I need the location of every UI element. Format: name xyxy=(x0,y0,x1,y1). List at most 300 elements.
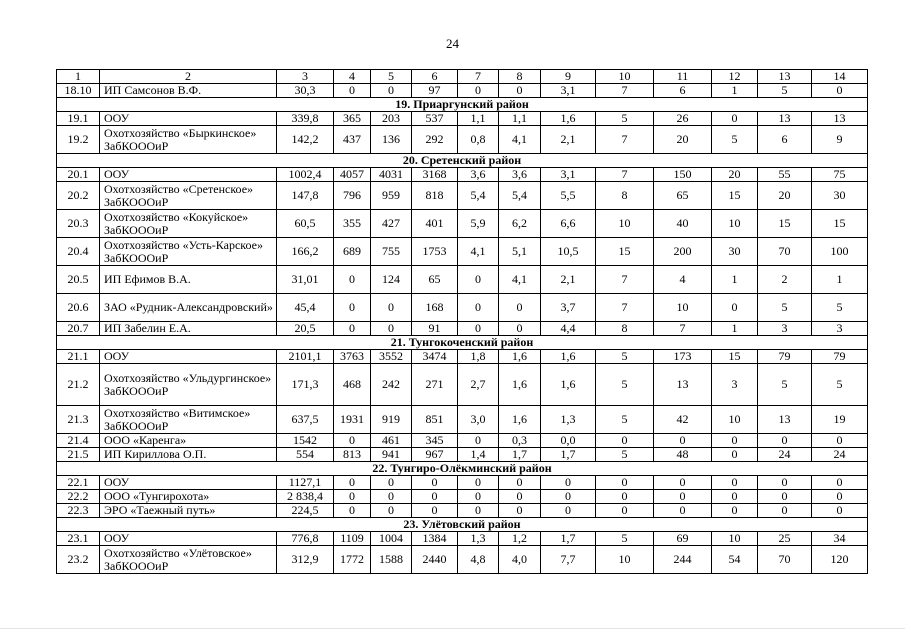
row-number-cell: 20.5 xyxy=(57,266,100,294)
value-cell: 242 xyxy=(371,364,412,406)
value-cell: 0 xyxy=(712,294,758,322)
row-number-cell: 22.3 xyxy=(57,504,100,518)
value-cell: 1,1 xyxy=(458,112,499,126)
value-cell: 339,8 xyxy=(277,112,334,126)
value-cell: 0 xyxy=(458,504,499,518)
value-cell: 8 xyxy=(596,322,654,336)
value-cell: 0 xyxy=(412,504,458,518)
value-cell: 292 xyxy=(412,126,458,154)
value-cell: 468 xyxy=(334,364,371,406)
value-cell: 4 xyxy=(654,266,712,294)
value-cell: 24 xyxy=(812,448,868,462)
value-cell: 10 xyxy=(596,210,654,238)
value-cell: 1,1 xyxy=(499,112,541,126)
value-cell: 5 xyxy=(812,294,868,322)
value-cell: 224,5 xyxy=(277,504,334,518)
value-cell: 0 xyxy=(371,476,412,490)
value-cell: 1,6 xyxy=(499,406,541,434)
value-cell: 2 838,4 xyxy=(277,490,334,504)
value-cell: 10 xyxy=(712,532,758,546)
value-cell: 365 xyxy=(334,112,371,126)
table-row xyxy=(57,434,868,448)
value-cell: 0 xyxy=(758,476,812,490)
value-cell: 9 xyxy=(812,126,868,154)
value-cell: 271 xyxy=(412,364,458,406)
value-cell: 1004 xyxy=(371,532,412,546)
value-cell: 0 xyxy=(371,490,412,504)
value-cell: 1,4 xyxy=(458,448,499,462)
hunting-grounds-table xyxy=(56,69,868,574)
holder-name-cell: ИП Ефимов В.А. xyxy=(100,266,277,294)
header-cell: 1 xyxy=(57,70,100,84)
row-number-cell: 21.1 xyxy=(57,350,100,364)
value-cell: 142,2 xyxy=(277,126,334,154)
value-cell: 0 xyxy=(812,504,868,518)
value-cell: 0 xyxy=(654,476,712,490)
value-cell: 25 xyxy=(758,532,812,546)
value-cell: 200 xyxy=(654,238,712,266)
value-cell: 0 xyxy=(334,504,371,518)
value-cell: 0 xyxy=(371,84,412,98)
value-cell: 6 xyxy=(654,84,712,98)
value-cell: 97 xyxy=(412,84,458,98)
value-cell: 4,1 xyxy=(458,238,499,266)
value-cell: 0 xyxy=(499,294,541,322)
holder-name-cell: ООУ xyxy=(100,112,277,126)
value-cell: 941 xyxy=(371,448,412,462)
holder-name-cell: ООУ xyxy=(100,168,277,182)
value-cell: 30 xyxy=(712,238,758,266)
value-cell: 796 xyxy=(334,182,371,210)
value-cell: 0,3 xyxy=(499,434,541,448)
value-cell: 4,1 xyxy=(499,266,541,294)
value-cell: 40 xyxy=(654,210,712,238)
value-cell: 79 xyxy=(758,350,812,364)
row-number-cell: 19.1 xyxy=(57,112,100,126)
value-cell: 75 xyxy=(812,168,868,182)
table-row xyxy=(57,126,868,154)
value-cell: 1,3 xyxy=(458,532,499,546)
value-cell: 1 xyxy=(712,266,758,294)
holder-name-cell: Охотхозяйство «Ульдургинское» ЗабКОООиР xyxy=(100,364,277,406)
holder-name-cell: Охотхозяйство «Быркинское» ЗабКОООиР xyxy=(100,126,277,154)
value-cell: 0 xyxy=(371,322,412,336)
value-cell: 8 xyxy=(596,182,654,210)
row-number-cell: 20.4 xyxy=(57,238,100,266)
value-cell: 312,9 xyxy=(277,546,334,574)
holder-name-cell: Охотхозяйство «Витимское» ЗабКОООиР xyxy=(100,406,277,434)
row-number-cell: 20.3 xyxy=(57,210,100,238)
row-number-cell: 20.1 xyxy=(57,168,100,182)
value-cell: 5 xyxy=(596,532,654,546)
value-cell: 10 xyxy=(654,294,712,322)
header-cell: 3 xyxy=(277,70,334,84)
value-cell: 0 xyxy=(812,434,868,448)
value-cell: 7 xyxy=(596,84,654,98)
value-cell: 0 xyxy=(458,84,499,98)
value-cell: 20 xyxy=(654,126,712,154)
value-cell: 4,4 xyxy=(541,322,596,336)
header-cell: 8 xyxy=(499,70,541,84)
value-cell: 5 xyxy=(596,112,654,126)
value-cell: 1931 xyxy=(334,406,371,434)
district-title: 23. Улётовский район xyxy=(57,518,868,532)
value-cell: 4,1 xyxy=(499,126,541,154)
value-cell: 0 xyxy=(499,504,541,518)
district-section-row xyxy=(57,154,868,168)
value-cell: 3,0 xyxy=(458,406,499,434)
value-cell: 3,1 xyxy=(541,84,596,98)
row-number-cell: 23.1 xyxy=(57,532,100,546)
value-cell: 1,6 xyxy=(541,364,596,406)
value-cell: 55 xyxy=(758,168,812,182)
value-cell: 3 xyxy=(758,322,812,336)
value-cell: 100 xyxy=(812,238,868,266)
header-cell: 9 xyxy=(541,70,596,84)
value-cell: 5 xyxy=(596,448,654,462)
holder-name-cell: Охотхозяйство «Кокуйское» ЗабКОООиР xyxy=(100,210,277,238)
row-number-cell: 21.3 xyxy=(57,406,100,434)
value-cell: 48 xyxy=(654,448,712,462)
value-cell: 0 xyxy=(712,476,758,490)
value-cell: 1,6 xyxy=(499,364,541,406)
header-cell: 4 xyxy=(334,70,371,84)
value-cell: 0 xyxy=(334,434,371,448)
value-cell: 1588 xyxy=(371,546,412,574)
value-cell: 0 xyxy=(596,476,654,490)
value-cell: 0 xyxy=(499,476,541,490)
value-cell: 2440 xyxy=(412,546,458,574)
holder-name-cell: ООУ xyxy=(100,350,277,364)
value-cell: 0 xyxy=(712,448,758,462)
value-cell: 13 xyxy=(758,112,812,126)
value-cell: 91 xyxy=(412,322,458,336)
value-cell: 637,5 xyxy=(277,406,334,434)
value-cell: 0 xyxy=(541,490,596,504)
row-number-cell: 20.7 xyxy=(57,322,100,336)
header-cell: 13 xyxy=(758,70,812,84)
value-cell: 0 xyxy=(812,490,868,504)
table-row xyxy=(57,504,868,518)
value-cell: 0 xyxy=(412,490,458,504)
district-title: 20. Сретенский район xyxy=(57,154,868,168)
table-row xyxy=(57,238,868,266)
value-cell: 851 xyxy=(412,406,458,434)
table-row xyxy=(57,490,868,504)
value-cell: 31,01 xyxy=(277,266,334,294)
value-cell: 0,0 xyxy=(541,434,596,448)
value-cell: 3,6 xyxy=(499,168,541,182)
value-cell: 401 xyxy=(412,210,458,238)
value-cell: 0 xyxy=(334,266,371,294)
table-row xyxy=(57,532,868,546)
table-row xyxy=(57,350,868,364)
value-cell: 5,4 xyxy=(499,182,541,210)
value-cell: 0 xyxy=(371,504,412,518)
value-cell: 7,7 xyxy=(541,546,596,574)
value-cell: 0 xyxy=(596,504,654,518)
value-cell: 3168 xyxy=(412,168,458,182)
value-cell: 0 xyxy=(499,322,541,336)
district-section-row xyxy=(57,336,868,350)
value-cell: 4,8 xyxy=(458,546,499,574)
value-cell: 1772 xyxy=(334,546,371,574)
value-cell: 0 xyxy=(712,490,758,504)
value-cell: 813 xyxy=(334,448,371,462)
row-number-cell: 22.1 xyxy=(57,476,100,490)
value-cell: 3,6 xyxy=(458,168,499,182)
value-cell: 967 xyxy=(412,448,458,462)
value-cell: 0 xyxy=(541,476,596,490)
value-cell: 171,3 xyxy=(277,364,334,406)
value-cell: 4,0 xyxy=(499,546,541,574)
row-number-cell: 19.2 xyxy=(57,126,100,154)
value-cell: 15 xyxy=(596,238,654,266)
value-cell: 437 xyxy=(334,126,371,154)
district-section-row xyxy=(57,98,868,112)
value-cell: 19 xyxy=(812,406,868,434)
value-cell: 554 xyxy=(277,448,334,462)
value-cell: 69 xyxy=(654,532,712,546)
value-cell: 0 xyxy=(371,294,412,322)
value-cell: 2,1 xyxy=(541,126,596,154)
header-cell: 11 xyxy=(654,70,712,84)
value-cell: 427 xyxy=(371,210,412,238)
row-number-cell: 20.2 xyxy=(57,182,100,210)
value-cell: 120 xyxy=(812,546,868,574)
value-cell: 0 xyxy=(334,476,371,490)
value-cell: 6,6 xyxy=(541,210,596,238)
district-title: 21. Тунгокоченский район xyxy=(57,336,868,350)
value-cell: 4031 xyxy=(371,168,412,182)
value-cell: 0 xyxy=(458,294,499,322)
value-cell: 10 xyxy=(712,406,758,434)
value-cell: 15 xyxy=(758,210,812,238)
value-cell: 5 xyxy=(812,364,868,406)
holder-name-cell: Охотхозяйство «Усть-Карское» ЗабКОООиР xyxy=(100,238,277,266)
header-cell: 14 xyxy=(812,70,868,84)
value-cell: 7 xyxy=(654,322,712,336)
value-cell: 1753 xyxy=(412,238,458,266)
value-cell: 1,6 xyxy=(541,350,596,364)
holder-name-cell: ООУ xyxy=(100,532,277,546)
value-cell: 2,1 xyxy=(541,266,596,294)
value-cell: 0 xyxy=(596,490,654,504)
value-cell: 755 xyxy=(371,238,412,266)
table-row xyxy=(57,406,868,434)
value-cell: 0 xyxy=(712,112,758,126)
value-cell: 20,5 xyxy=(277,322,334,336)
value-cell: 3763 xyxy=(334,350,371,364)
value-cell: 2 xyxy=(758,266,812,294)
value-cell: 5,4 xyxy=(458,182,499,210)
row-number-cell: 23.2 xyxy=(57,546,100,574)
value-cell: 5 xyxy=(596,364,654,406)
value-cell: 26 xyxy=(654,112,712,126)
value-cell: 7 xyxy=(596,168,654,182)
district-section-row xyxy=(57,462,868,476)
row-number-cell: 18.10 xyxy=(57,84,100,98)
value-cell: 4057 xyxy=(334,168,371,182)
value-cell: 1542 xyxy=(277,434,334,448)
value-cell: 5 xyxy=(596,350,654,364)
value-cell: 0 xyxy=(458,266,499,294)
value-cell: 15 xyxy=(812,210,868,238)
value-cell: 0 xyxy=(654,490,712,504)
value-cell: 345 xyxy=(412,434,458,448)
value-cell: 355 xyxy=(334,210,371,238)
value-cell: 1 xyxy=(712,322,758,336)
row-number-cell: 21.4 xyxy=(57,434,100,448)
value-cell: 3 xyxy=(812,322,868,336)
value-cell: 0 xyxy=(758,504,812,518)
value-cell: 461 xyxy=(371,434,412,448)
value-cell: 0,8 xyxy=(458,126,499,154)
district-title: 19. Приаргунский район xyxy=(57,98,868,112)
value-cell: 0 xyxy=(499,490,541,504)
value-cell: 45,4 xyxy=(277,294,334,322)
value-cell: 203 xyxy=(371,112,412,126)
value-cell: 34 xyxy=(812,532,868,546)
value-cell: 1384 xyxy=(412,532,458,546)
value-cell: 5,1 xyxy=(499,238,541,266)
value-cell: 1,7 xyxy=(541,532,596,546)
value-cell: 5 xyxy=(758,364,812,406)
value-cell: 20 xyxy=(712,168,758,182)
table-row xyxy=(57,210,868,238)
value-cell: 1,3 xyxy=(541,406,596,434)
value-cell: 13 xyxy=(758,406,812,434)
value-cell: 0 xyxy=(334,490,371,504)
value-cell: 79 xyxy=(812,350,868,364)
value-cell: 3 xyxy=(712,364,758,406)
page-number: 24 xyxy=(446,36,459,51)
holder-name-cell: ООО «Каренга» xyxy=(100,434,277,448)
value-cell: 0 xyxy=(334,294,371,322)
value-cell: 0 xyxy=(758,434,812,448)
value-cell: 65 xyxy=(654,182,712,210)
row-number-cell: 21.5 xyxy=(57,448,100,462)
value-cell: 0 xyxy=(712,434,758,448)
value-cell: 70 xyxy=(758,238,812,266)
value-cell: 7 xyxy=(596,266,654,294)
value-cell: 20 xyxy=(758,182,812,210)
value-cell: 0 xyxy=(812,84,868,98)
value-cell: 776,8 xyxy=(277,532,334,546)
value-cell: 124 xyxy=(371,266,412,294)
value-cell: 70 xyxy=(758,546,812,574)
table-row xyxy=(57,182,868,210)
value-cell: 0 xyxy=(458,434,499,448)
value-cell: 166,2 xyxy=(277,238,334,266)
value-cell: 2,7 xyxy=(458,364,499,406)
value-cell: 0 xyxy=(596,434,654,448)
value-cell: 919 xyxy=(371,406,412,434)
value-cell: 818 xyxy=(412,182,458,210)
table-row xyxy=(57,448,868,462)
value-cell: 7 xyxy=(596,294,654,322)
value-cell: 0 xyxy=(458,476,499,490)
holder-name-cell: Охотхозяйство «Сретенское» ЗабКОООиР xyxy=(100,182,277,210)
value-cell: 1,7 xyxy=(541,448,596,462)
value-cell: 10 xyxy=(596,546,654,574)
value-cell: 1109 xyxy=(334,532,371,546)
value-cell: 54 xyxy=(712,546,758,574)
row-number-cell: 21.2 xyxy=(57,364,100,406)
value-cell: 7 xyxy=(596,126,654,154)
value-cell: 689 xyxy=(334,238,371,266)
header-cell: 6 xyxy=(412,70,458,84)
value-cell: 65 xyxy=(412,266,458,294)
value-cell: 0 xyxy=(334,322,371,336)
header-cell: 12 xyxy=(712,70,758,84)
value-cell: 13 xyxy=(812,112,868,126)
value-cell: 5,9 xyxy=(458,210,499,238)
value-cell: 0 xyxy=(499,84,541,98)
row-number-cell: 20.6 xyxy=(57,294,100,322)
value-cell: 60,5 xyxy=(277,210,334,238)
table-row xyxy=(57,294,868,322)
value-cell: 30,3 xyxy=(277,84,334,98)
value-cell: 3474 xyxy=(412,350,458,364)
value-cell: 150 xyxy=(654,168,712,182)
scan-edge-line xyxy=(0,628,905,629)
table-row xyxy=(57,546,868,574)
value-cell: 6,2 xyxy=(499,210,541,238)
value-cell: 0 xyxy=(541,504,596,518)
holder-name-cell: Охотхозяйство «Улётовское» ЗабКОООиР xyxy=(100,546,277,574)
value-cell: 147,8 xyxy=(277,182,334,210)
value-cell: 15 xyxy=(712,182,758,210)
value-cell: 5 xyxy=(758,294,812,322)
table-row xyxy=(57,168,868,182)
district-title: 22. Тунгиро-Олёкминский район xyxy=(57,462,868,476)
value-cell: 0 xyxy=(458,490,499,504)
value-cell: 3,7 xyxy=(541,294,596,322)
holder-name-cell: ООУ xyxy=(100,476,277,490)
value-cell: 1002,4 xyxy=(277,168,334,182)
header-cell: 7 xyxy=(458,70,499,84)
value-cell: 0 xyxy=(712,504,758,518)
holder-name-cell: ЗАО «Рудник-Александровский» xyxy=(100,294,277,322)
value-cell: 30 xyxy=(812,182,868,210)
value-cell: 10,5 xyxy=(541,238,596,266)
value-cell: 1,6 xyxy=(499,350,541,364)
value-cell: 2101,1 xyxy=(277,350,334,364)
value-cell: 959 xyxy=(371,182,412,210)
value-cell: 168 xyxy=(412,294,458,322)
value-cell: 5 xyxy=(596,406,654,434)
value-cell: 1 xyxy=(712,84,758,98)
value-cell: 537 xyxy=(412,112,458,126)
value-cell: 1,7 xyxy=(499,448,541,462)
value-cell: 13 xyxy=(654,364,712,406)
holder-name-cell: ИП Самсонов В.Ф. xyxy=(100,84,277,98)
value-cell: 1 xyxy=(812,266,868,294)
table-row xyxy=(57,322,868,336)
value-cell: 42 xyxy=(654,406,712,434)
holder-name-cell: ЭРО «Таежный путь» xyxy=(100,504,277,518)
value-cell: 0 xyxy=(334,84,371,98)
value-cell: 1,6 xyxy=(541,112,596,126)
value-cell: 3,1 xyxy=(541,168,596,182)
table-row xyxy=(57,266,868,294)
district-section-row xyxy=(57,518,868,532)
holder-name-cell: ООО «Тунгирохота» xyxy=(100,490,277,504)
holder-name-cell: ИП Кириллова О.П. xyxy=(100,448,277,462)
value-cell: 1,2 xyxy=(499,532,541,546)
value-cell: 24 xyxy=(758,448,812,462)
